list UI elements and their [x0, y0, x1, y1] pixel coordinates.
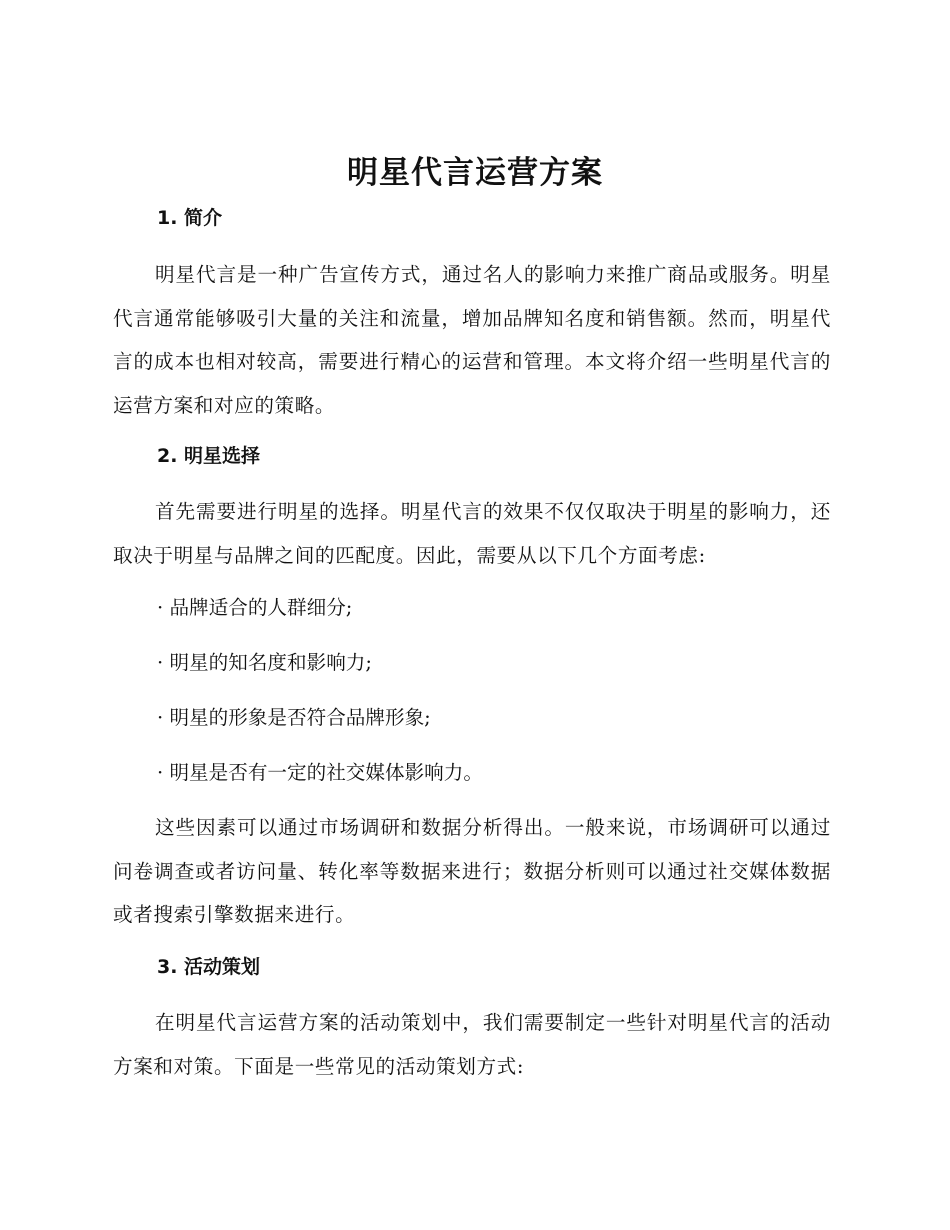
event-planning-paragraph: 在明星代言运营方案的活动策划中，我们需要制定一些针对明星代言的活动方案和对策。下面是一些常见的活动策划方式:: [113, 1011, 831, 1078]
research-paragraph: 这些因素可以通过市场调研和数据分析得出。一般来说，市场调研可以通过问卷调查或者访问量、转化率等数据来进行；数据分析则可以通过社交媒体数据或者搜索引擎数据来进行。: [113, 816, 831, 926]
intro-paragraph: 明星代言是一种广告宣传方式，通过名人的影响力来推广商品或服务。明星代言通常能够吸引大量的关注和流量，增加品牌知名度和销售额。然而，明星代言的成本也相对较高，需要进行精心的运营和管理。本文将介绍一些明星代言的运营方案和对应的策略。: [113, 263, 831, 417]
document-title: 明星代言运营方案: [347, 155, 603, 191]
bullet-item: · 明星的知名度和影响力;: [157, 651, 372, 674]
star-selection-paragraph: 首先需要进行明星的选择。明星代言的效果不仅仅取决于明星的影响力，还取决于明星与品牌之间的匹配度。因此，需要从以下几个方面考虑:: [113, 500, 831, 567]
bullet-item: · 明星的形象是否符合品牌形象;: [157, 706, 431, 729]
section-heading-intro: 1. 简介: [157, 207, 223, 229]
section-heading-event-planning: 3. 活动策划: [157, 956, 261, 978]
bullet-item: · 品牌适合的人群细分;: [157, 596, 353, 619]
section-heading-star-selection: 2. 明星选择: [157, 445, 261, 467]
bullet-item: · 明星是否有一定的社交媒体影响力。: [157, 761, 483, 784]
